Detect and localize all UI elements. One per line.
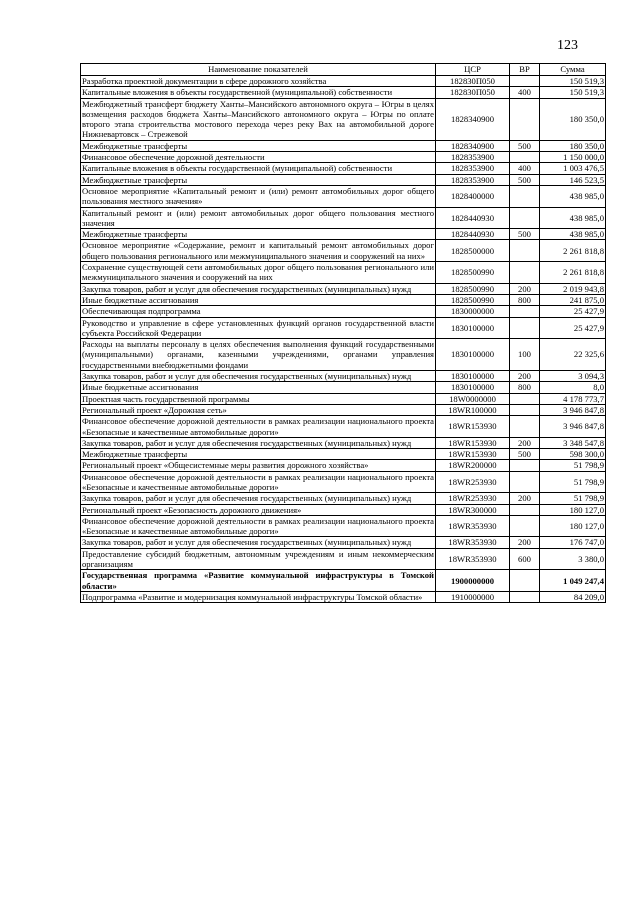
cell-sum: 180 350,0 [540,140,606,151]
cell-name: Закупка товаров, работ и услуг для обеспечения государственных (муниципальных) нужд [81,437,436,448]
cell-sum: 438 985,0 [540,229,606,240]
cell-vr [510,240,540,262]
cell-sum: 3 348 547,8 [540,437,606,448]
cell-sum: 51 798,9 [540,460,606,471]
cell-vr [510,185,540,207]
cell-sum: 84 209,0 [540,591,606,602]
cell-vr: 200 [510,283,540,294]
cell-vr [510,404,540,415]
cell-vr [510,152,540,163]
cell-vr [510,460,540,471]
cell-vr: 200 [510,493,540,504]
table-row [81,229,606,240]
table-row [81,416,606,438]
table-row [81,262,606,284]
cell-sum: 8,0 [540,382,606,393]
cell-name: Подпрограмма «Развитие и модернизация коммунальной инфраструктуры Томской области» [81,591,436,602]
cell-csr: 1828440930 [436,229,510,240]
table-row [81,174,606,185]
cell-csr: 18WR200000 [436,460,510,471]
cell-csr: 18WR100000 [436,404,510,415]
cell-sum: 22 325,6 [540,339,606,371]
cell-vr: 500 [510,140,540,151]
cell-vr [510,416,540,438]
cell-sum: 3 380,0 [540,548,606,570]
page-number: 123 [557,38,578,53]
cell-sum: 51 798,9 [540,471,606,493]
cell-name: Основное мероприятие «Содержание, ремонт и капитальный ремонт автомобильных дорог общего пользования регионального или межмуниципального значения и сооружений на них» [82,240,434,261]
cell-csr: 182830П050 [436,87,510,98]
cell-sum: 3 946 847,8 [540,404,606,415]
cell-sum: 3 946 847,8 [540,416,606,438]
cell-csr: 1828500990 [436,283,510,294]
cell-csr: 1828500000 [436,240,510,262]
cell-vr: 400 [510,87,540,98]
table-row [81,460,606,471]
cell-sum: 1 003 476,5 [540,163,606,174]
cell-vr [510,591,540,602]
cell-csr: 1828340900 [436,98,510,140]
cell-sum: 2 261 818,8 [540,262,606,284]
cell-sum: 438 985,0 [540,207,606,229]
header-name: Наименование показателей [81,64,436,76]
cell-csr: 1900000000 [436,570,510,592]
cell-vr: 400 [510,163,540,174]
cell-name: Иные бюджетные ассигнования [81,294,436,305]
cell-csr: 18WR253930 [436,471,510,493]
cell-sum: 241 875,0 [540,294,606,305]
cell-vr: 200 [510,537,540,548]
cell-name: Финансовое обеспечение дорожной деятельности [81,152,436,163]
cell-csr: 1830000000 [436,306,510,317]
cell-name: Закупка товаров, работ и услуг для обеспечения государственных (муниципальных) нужд [81,537,436,548]
cell-vr [510,262,540,284]
header-sum: Сумма [540,64,606,76]
cell-csr: 1830100000 [436,382,510,393]
cell-sum: 598 300,0 [540,449,606,460]
cell-csr: 1830100000 [436,339,510,371]
cell-name: Проектная часть государственной программы [81,393,436,404]
cell-sum: 146 523,5 [540,174,606,185]
cell-vr [510,393,540,404]
cell-vr [510,570,540,592]
cell-name: Финансовое обеспечение дорожной деятельности в рамках реализации национального проекта «Безопасные и качественные автомобильные дороги» [82,515,434,537]
cell-csr: 18WR153930 [436,416,510,438]
cell-csr: 1828353900 [436,163,510,174]
table-row [81,87,606,98]
table-row [81,591,606,602]
cell-name: Межбюджетные трансферты [81,174,436,185]
cell-name: Закупка товаров, работ и услуг для обеспечения государственных (муниципальных) нужд [81,371,436,382]
cell-sum: 150 519,3 [540,87,606,98]
cell-csr: 1828353900 [436,174,510,185]
cell-csr: 1828500990 [436,294,510,305]
cell-name: Иные бюджетные ассигнования [81,382,436,393]
table-row [81,504,606,515]
cell-sum: 438 985,0 [540,185,606,207]
cell-name: Финансовое обеспечение дорожной деятельности в рамках реализации национального проекта «Безопасные и качественные автомобильные дороги» [82,416,434,437]
cell-sum: 25 427,9 [540,317,606,339]
table-row [81,339,606,371]
cell-name: Межбюджетный трансферт бюджету Ханты–Мансийского автономного округа – Югры в целях возмещения расходов бюджета Ханты–Мансийского автономного округа – Югры по оплате второго этапа строительства мостового перехода через реку Вах на автомобильной дороге Нижневартовск – Стрежевой [82,98,434,140]
table-row [81,493,606,504]
cell-csr: 18WR353930 [436,537,510,548]
table-row [81,382,606,393]
cell-name: Закупка товаров, работ и услуг для обеспечения государственных (муниципальных) нужд [81,283,436,294]
cell-name: Капитальный ремонт и (или) ремонт автомобильных дорог общего пользования местного значения [82,207,434,228]
cell-name: Государственная программа «Развитие коммунальной инфраструктуры в Томской области» [82,570,434,591]
cell-vr [510,207,540,229]
cell-name: Межбюджетные трансферты [81,449,436,460]
cell-vr [510,98,540,140]
cell-vr: 800 [510,382,540,393]
cell-sum: 180 350,0 [540,98,606,140]
cell-vr: 200 [510,437,540,448]
cell-vr [510,471,540,493]
cell-csr: 18WR300000 [436,504,510,515]
table-header [81,64,606,76]
cell-name: Межбюджетные трансферты [81,140,436,151]
cell-csr: 1910000000 [436,591,510,602]
cell-vr [510,306,540,317]
cell-vr: 600 [510,548,540,570]
cell-csr: 1828440930 [436,207,510,229]
table-row [81,570,606,592]
cell-name: Основное мероприятие «Капитальный ремонт и (или) ремонт автомобильных дорог общего пользования местного значения» [82,185,434,207]
table-row [81,371,606,382]
table-row [81,294,606,305]
cell-sum: 3 094,3 [540,371,606,382]
table-row [81,471,606,493]
cell-csr: 1828353900 [436,152,510,163]
cell-csr: 182830П050 [436,76,510,87]
cell-csr: 18WR353930 [436,548,510,570]
table-row [81,207,606,229]
cell-vr: 500 [510,449,540,460]
table-row [81,140,606,151]
cell-sum: 180 127,0 [540,504,606,515]
cell-sum: 25 427,9 [540,306,606,317]
cell-name: Разработка проектной документации в сфере дорожного хозяйства [81,76,436,87]
table-row [81,393,606,404]
cell-name: Руководство и управление в сфере установленных функций органов государственной власти субъекта Российской Федерации [82,317,434,338]
table-row [81,548,606,570]
table-row [81,240,606,262]
cell-sum: 176 747,0 [540,537,606,548]
cell-vr [510,504,540,515]
cell-vr: 100 [510,339,540,371]
cell-name: Региональный проект «Общесистемные меры развития дорожного хозяйства» [81,460,436,471]
cell-name: Межбюджетные трансферты [81,229,436,240]
cell-sum: 180 127,0 [540,515,606,537]
cell-csr: 18W0000000 [436,393,510,404]
cell-vr: 500 [510,229,540,240]
cell-sum: 2 261 818,8 [540,240,606,262]
cell-csr: 18WR353930 [436,515,510,537]
cell-name: Финансовое обеспечение дорожной деятельности в рамках реализации национального проекта «Безопасные и качественные автомобильные дороги» [82,471,434,492]
cell-name: Сохранение существующей сети автомобильных дорог общего пользования регионального или межмуниципального значения и сооружений на них [82,262,434,283]
cell-csr: 1830100000 [436,371,510,382]
table-row [81,449,606,460]
cell-name: Региональный проект «Дорожная сеть» [81,404,436,415]
cell-sum: 150 519,3 [540,76,606,87]
table-row [81,163,606,174]
cell-sum: 1 150 000,0 [540,152,606,163]
cell-csr: 18WR153930 [436,449,510,460]
table-row [81,404,606,415]
table-row [81,76,606,87]
cell-name: Капитальные вложения в объекты государственной (муниципальной) собственности [81,87,436,98]
cell-csr: 1828340900 [436,140,510,151]
table-body [81,76,606,603]
cell-csr: 1828400000 [436,185,510,207]
table-row [81,515,606,537]
header-row [81,64,606,76]
cell-vr [510,317,540,339]
table-row [81,317,606,339]
cell-name: Предоставление субсидий бюджетным, автономным учреждениям и иным некоммерческим организациям [82,548,434,570]
cell-sum: 51 798,9 [540,493,606,504]
cell-vr [510,515,540,537]
cell-name: Региональный проект «Безопасность дорожного движения» [81,504,436,515]
budget-table [80,63,606,603]
cell-name: Расходы на выплаты персоналу в целях обеспечения выполнения функций государственными (муниципальными) органами, казенными учреждениями, органами управления государственными внебюджетными фондами [82,339,434,370]
cell-csr: 18WR253930 [436,493,510,504]
header-vr: ВР [510,64,540,76]
cell-vr [510,76,540,87]
cell-csr: 18WR153930 [436,437,510,448]
cell-sum: 1 049 247,4 [540,570,606,592]
cell-vr: 200 [510,371,540,382]
header-csr: ЦСР [436,64,510,76]
cell-csr: 1828500990 [436,262,510,284]
table-row [81,537,606,548]
table-row [81,306,606,317]
cell-name: Закупка товаров, работ и услуг для обеспечения государственных (муниципальных) нужд [81,493,436,504]
table-row [81,185,606,207]
cell-vr: 800 [510,294,540,305]
table-row [81,98,606,140]
cell-sum: 2 019 943,8 [540,283,606,294]
table-row [81,437,606,448]
cell-name: Обеспечивающая подпрограмма [81,306,436,317]
cell-sum: 4 178 773,7 [540,393,606,404]
cell-name: Капитальные вложения в объекты государственной (муниципальной) собственности [81,163,436,174]
cell-csr: 1830100000 [436,317,510,339]
table-row [81,283,606,294]
table-row [81,152,606,163]
cell-vr: 500 [510,174,540,185]
